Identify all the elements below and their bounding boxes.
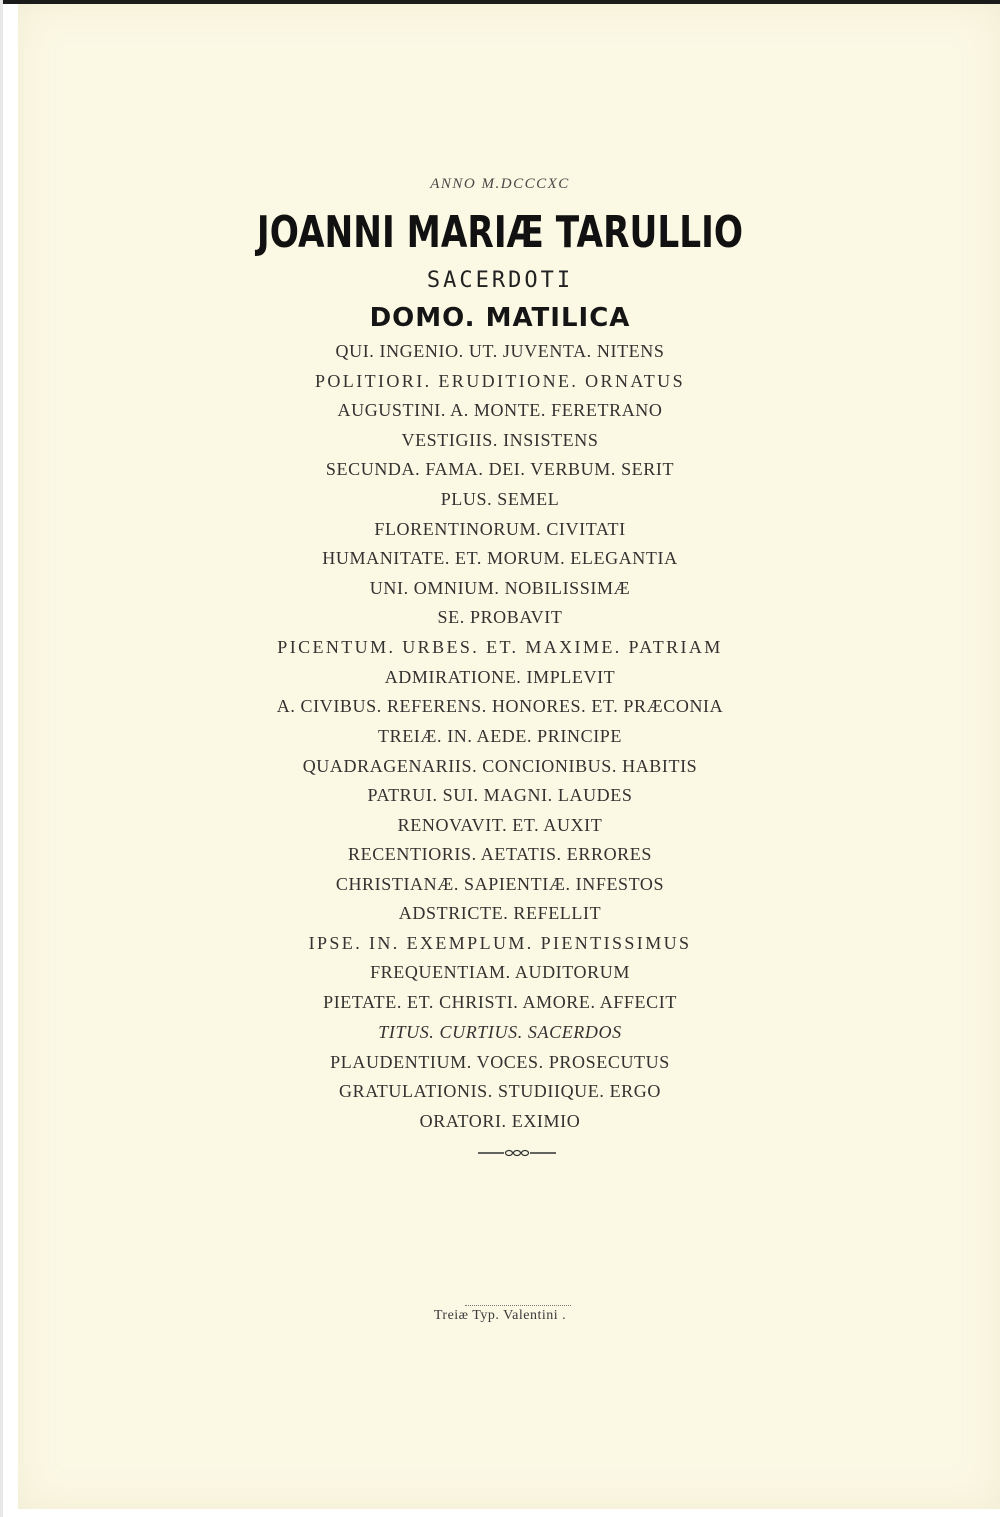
dedicatee-title: SACERDOTI	[426, 268, 574, 293]
inscription-line: QUADRAGENARIIS. CONCIONIBUS. HABITIS	[302, 756, 698, 776]
inscription-line: PIETATE. ET. CHRISTI. AMORE. AFFECIT	[323, 992, 677, 1012]
inscription-line: ORATORI. EXIMIO	[419, 1111, 581, 1131]
inscription-line: SE. PROBAVIT	[437, 607, 563, 627]
inscription-line: AUGUSTINI. A. MONTE. FERETRANO	[337, 400, 663, 420]
inscription-line: UNI. OMNIUM. NOBILISSIMÆ	[369, 578, 631, 598]
inscription-line: HUMANITATE. ET. MORUM. ELEGANTIA	[322, 548, 678, 568]
inscription-line: GRATULATIONIS. STUDIIQUE. ERGO	[339, 1081, 661, 1101]
inscription-line: ADMIRATIONE. IMPLEVIT	[384, 667, 616, 687]
inscription-line: FREQUENTIAM. AUDITORUM	[370, 962, 630, 982]
closing-ornament	[478, 1148, 556, 1158]
inscription-line: POLITIORI. ERUDITIONE. ORNATUS	[315, 371, 685, 391]
year-line: ANNO M.DCCCXC	[430, 176, 570, 192]
inscription-line: PICENTUM. URBES. ET. MAXIME. PATRIAM	[277, 637, 723, 657]
inscription-line: RECENTIORIS. AETATIS. ERRORES	[348, 844, 652, 864]
inscription-line: VESTIGIIS. INSISTENS	[401, 430, 599, 450]
printer-imprint: Treiæ Typ. Valentini .	[433, 1308, 567, 1323]
inscription-line: TREIÆ. IN. AEDE. PRINCIPE	[378, 726, 622, 746]
inscription-line: RENOVAVIT. ET. AUXIT	[397, 815, 603, 835]
inscription-line: TITUS. CURTIUS. SACERDOS	[378, 1022, 622, 1042]
inscription-line: CHRISTIANÆ. SAPIENTIÆ. INFESTOS	[335, 874, 665, 894]
inscription-line: A. CIVIBUS. REFERENS. HONORES. ET. PRÆCONIA	[276, 696, 724, 716]
footer-dotted-rule	[465, 1305, 571, 1306]
inscription-line: ADSTRICTE. REFELLIT	[398, 903, 602, 923]
inscription-line: FLORENTINORUM. CIVITATI	[374, 519, 626, 539]
dedicatee-name: JOANNI MARIÆ TARULLIO	[256, 207, 744, 258]
inscription-line: PLUS. SEMEL	[440, 489, 560, 509]
inscription-line: PLAUDENTIUM. VOCES. PROSECUTUS	[330, 1052, 670, 1072]
inscription-line: SECUNDA. FAMA. DEI. VERBUM. SERIT	[325, 459, 675, 479]
dedicatee-hometown: DOMO. MATILICA	[369, 303, 631, 333]
inscription-line: IPSE. IN. EXEMPLUM. PIENTISSIMUS	[308, 933, 692, 953]
inscription-line: PATRUI. SUI. MAGNI. LAUDES	[367, 785, 633, 805]
inscription-line: QUI. INGENIO. UT. JUVENTA. NITENS	[335, 341, 665, 361]
